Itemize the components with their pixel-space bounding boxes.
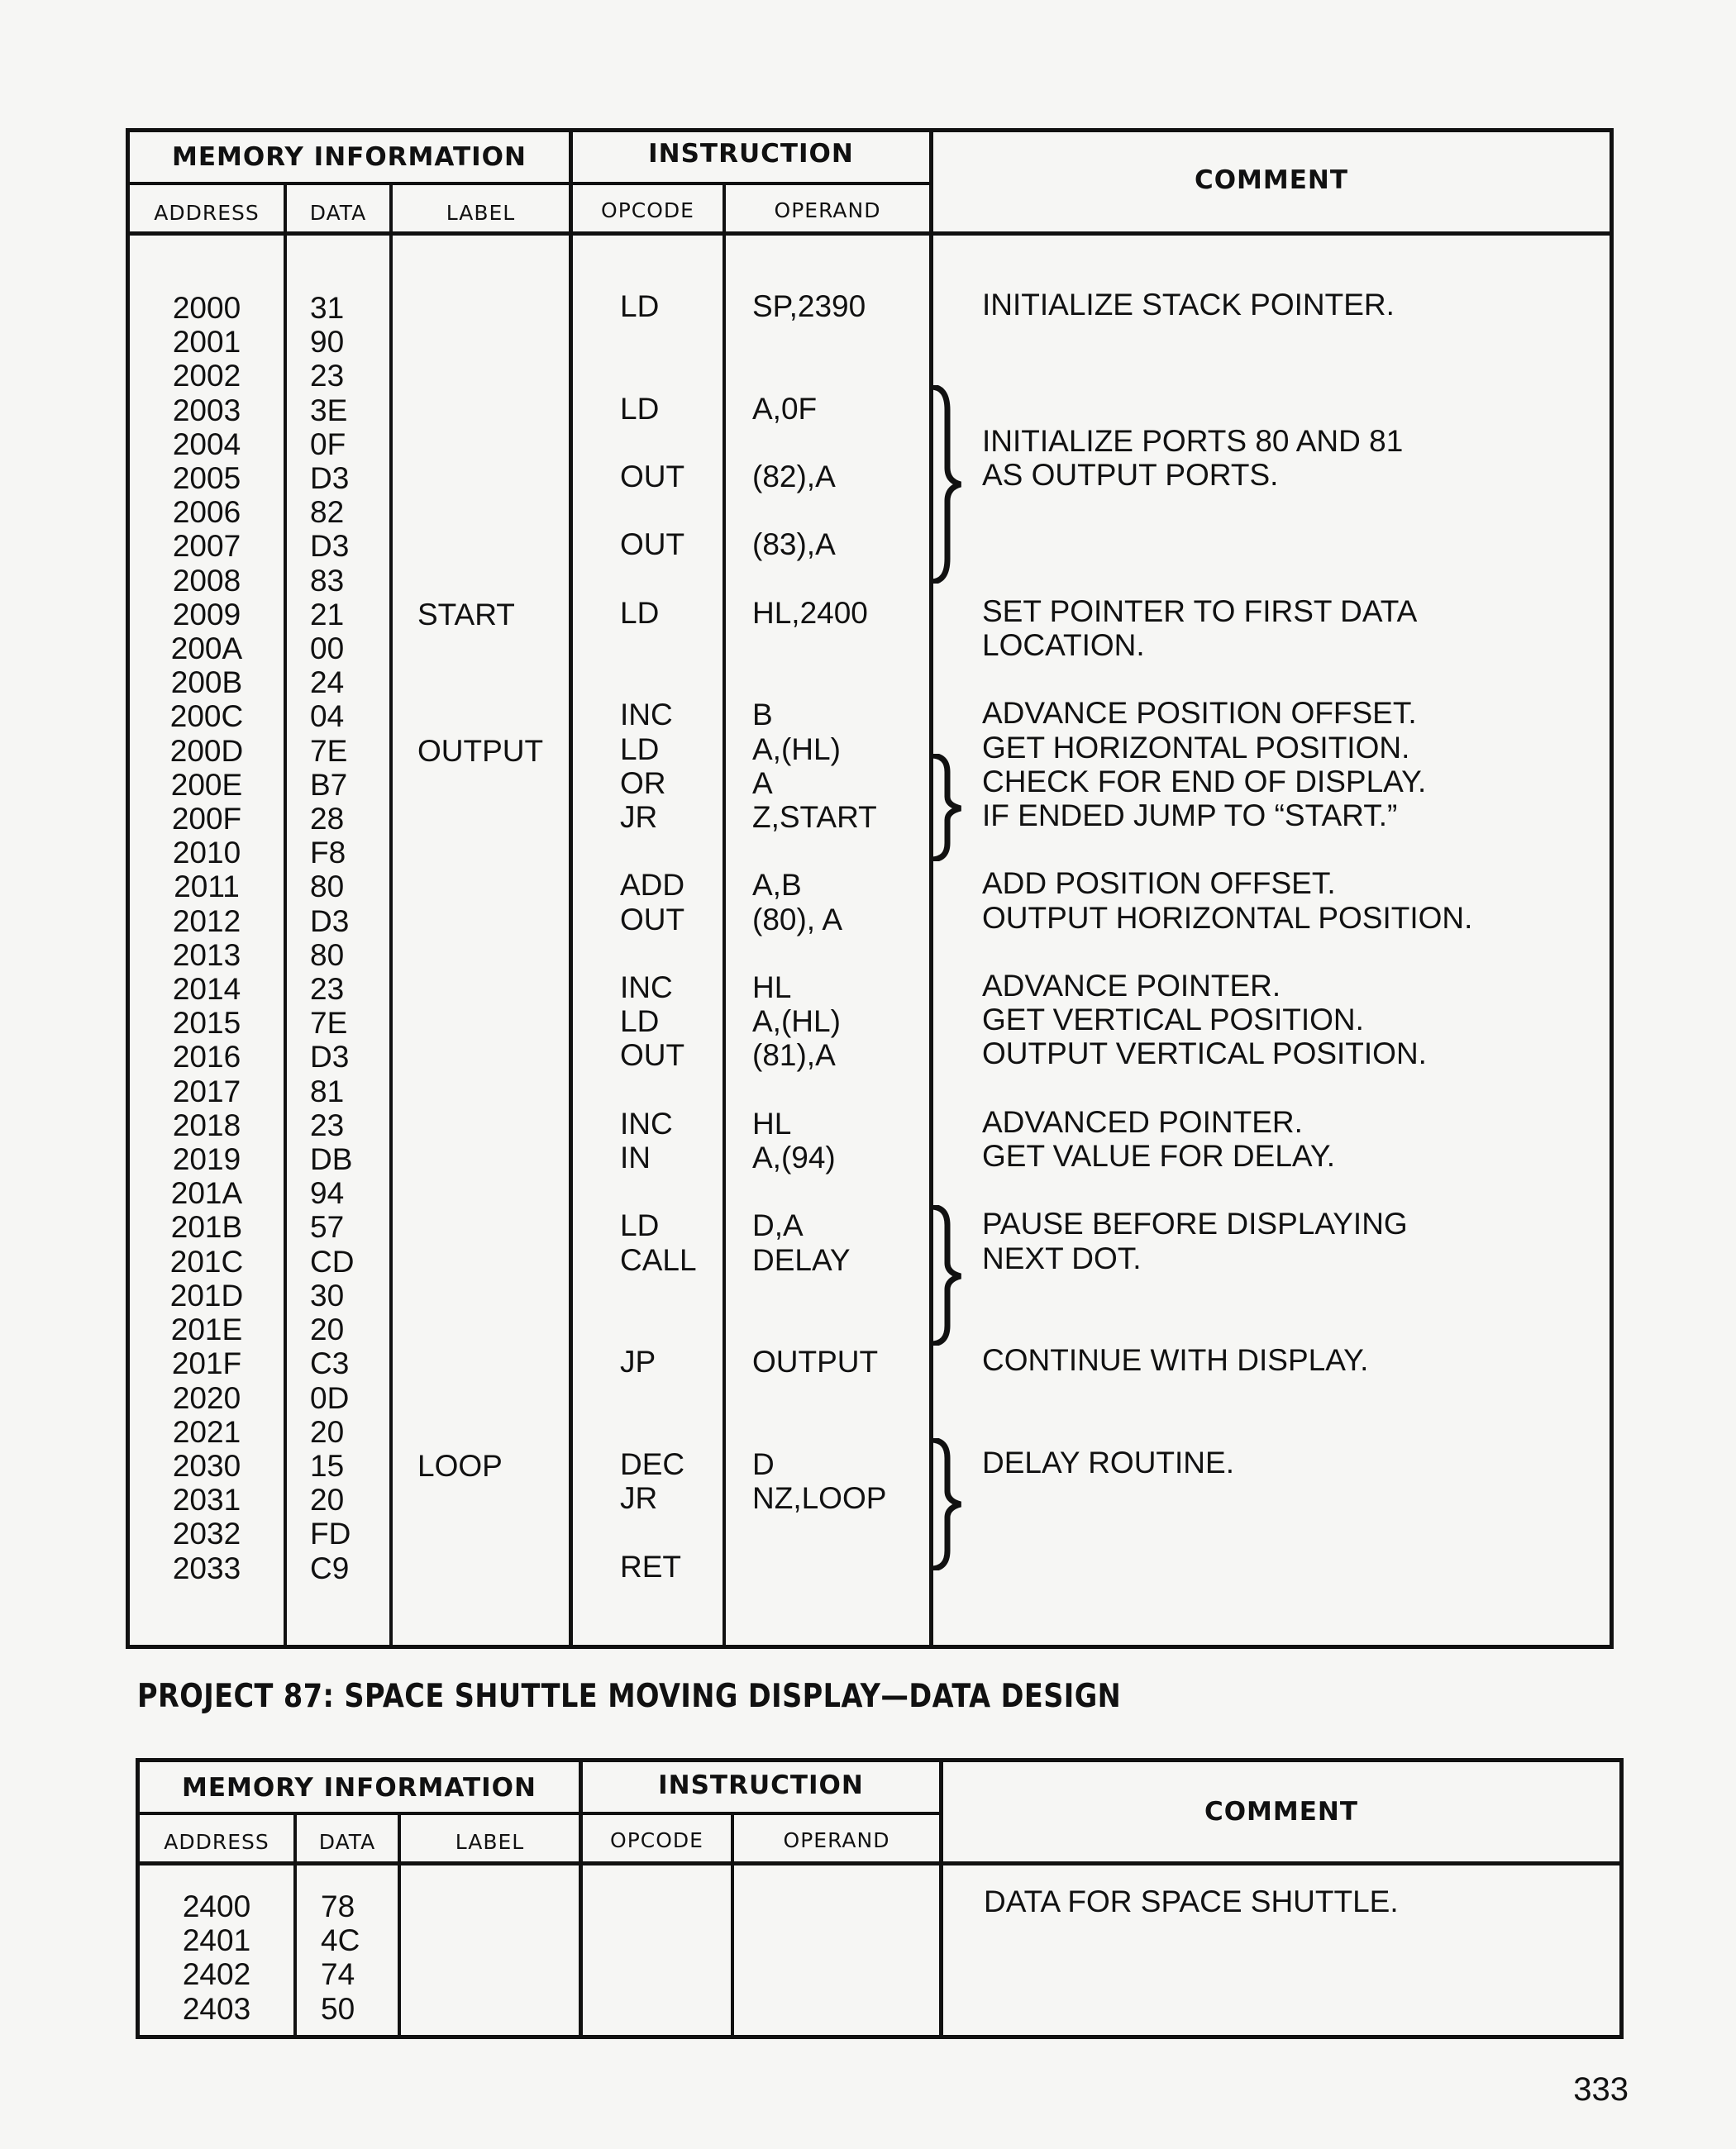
operand-cell: A,B [752, 868, 802, 903]
label-cell [417, 325, 569, 359]
operand-cell [752, 1550, 929, 1584]
operand-cell [752, 1277, 929, 1311]
opcode-cell: OUT [620, 527, 685, 562]
operand-cell: (83),A [752, 527, 836, 562]
opcode-cell [620, 1379, 723, 1413]
dt-memory-information-header: MEMORY INFORMATION [182, 1773, 537, 1803]
comment-cell [982, 560, 1610, 594]
address-cell: 200D [169, 733, 244, 768]
opcode-cell [620, 1277, 723, 1311]
data-cell: 3E [310, 393, 348, 427]
label-cell [417, 699, 569, 733]
comment-cell [982, 355, 1610, 389]
comment-cell [982, 1480, 1610, 1513]
operand-cell: OUTPUT [752, 1345, 879, 1379]
data-cell: 28 [310, 802, 345, 836]
data-cell: B7 [310, 767, 348, 802]
opcode-cell [620, 834, 723, 868]
memory-information-header: MEMORY INFORMATION [172, 142, 527, 172]
instruction-header: INSTRUCTION [648, 139, 854, 169]
address-cell: 201C [169, 1244, 244, 1279]
data-cell: 20 [310, 1414, 345, 1449]
operand-cell: A,(HL) [752, 731, 841, 766]
operand-cell [752, 1311, 929, 1345]
data-cell: 21 [310, 597, 345, 631]
data-cell: 04 [310, 699, 345, 734]
label-cell [417, 359, 569, 393]
label-cell [417, 1245, 569, 1279]
operand-cell [752, 562, 929, 596]
operand-cell [752, 1073, 929, 1107]
comment-cell: INITIALIZE PORTS 80 AND 81 [982, 423, 1404, 458]
address-cell: 2033 [172, 1551, 241, 1585]
operand-cell: HL [752, 1106, 792, 1141]
address-cell: 2008 [172, 563, 241, 598]
data-cell: 7E [310, 733, 348, 768]
address-cell: 2017 [172, 1074, 241, 1108]
operand-cell: A,0F [752, 391, 818, 426]
address-cell: 2012 [172, 903, 241, 938]
comment-cell [982, 662, 1610, 696]
data-cell: 80 [310, 937, 345, 972]
opcode-cell [620, 323, 723, 357]
comment-cell [982, 1378, 1610, 1412]
data-cell: 4C [321, 1923, 360, 1958]
data-label-divider [389, 183, 393, 1646]
dt-operand-header: OPERAND [783, 1828, 890, 1852]
opcode-cell: INC [620, 698, 673, 732]
address-cell: 2003 [172, 393, 241, 427]
address-cell: 2030 [172, 1448, 241, 1483]
data-cell: CD [310, 1244, 355, 1279]
data-cell: 90 [310, 325, 345, 360]
operand-cell: D,A [752, 1208, 804, 1243]
opcode-header: OPCODE [601, 198, 694, 222]
opcode-cell [620, 562, 723, 596]
comment-cell: GET VALUE FOR DELAY. [982, 1139, 1336, 1174]
label-cell [417, 564, 569, 598]
opcode-cell [620, 936, 723, 970]
data-cell: 30 [310, 1278, 345, 1313]
data-cell: FD [310, 1517, 351, 1551]
address-cell: 201A [170, 1176, 243, 1211]
opcode-cell [620, 664, 723, 698]
operand-cell: HL [752, 970, 792, 1005]
brace-delay-group [926, 1438, 967, 1570]
opcode-cell: OUT [620, 460, 685, 494]
label-column [417, 291, 569, 1585]
operand-cell [752, 357, 929, 391]
opcode-cell: JR [620, 800, 658, 835]
opcode-column [620, 289, 723, 1584]
address-cell: 2009 [172, 597, 241, 631]
label-cell [417, 1517, 569, 1551]
address-cell: 2007 [172, 529, 241, 564]
label-cell [417, 393, 569, 427]
header-divider [126, 182, 932, 185]
address-cell: 200E [170, 767, 243, 802]
operand-cell [752, 1413, 929, 1447]
comment-cell [982, 1071, 1610, 1105]
label-cell [417, 1483, 569, 1517]
address-cell: 200C [169, 699, 244, 734]
label-cell [417, 291, 569, 325]
comment-cell: IF ENDED JUMP TO “START.” [982, 798, 1398, 833]
dt-instruction-header: INSTRUCTION [658, 1770, 864, 1800]
operand-cell: (80), A [752, 902, 842, 936]
comment-cell: ADD POSITION OFFSET. [982, 866, 1336, 901]
comment-cell [984, 1918, 1612, 1952]
operand-cell: DELAY [752, 1242, 851, 1277]
data-cell: 81 [310, 1074, 345, 1108]
address-cell: 2002 [172, 359, 241, 393]
operand-cell: B [752, 698, 773, 732]
address-cell: 201E [170, 1313, 243, 1347]
opcode-cell: OUT [620, 1038, 685, 1073]
comment-cell [982, 1548, 1610, 1582]
address-cell: 200B [170, 665, 243, 700]
label-cell [417, 1142, 569, 1176]
data-cell: 31 [310, 291, 345, 325]
dt-label-header: LABEL [455, 1830, 525, 1854]
address-cell: 2019 [172, 1142, 241, 1177]
operand-cell: A,(94) [752, 1141, 836, 1175]
comment-cell: DATA FOR SPACE SHUTTLE. [984, 1885, 1399, 1918]
comment-cell [984, 1987, 1612, 2021]
label-cell [417, 631, 569, 665]
figure-caption: PROJECT 87: SPACE SHUTTLE MOVING DISPLAY—DATA DESIGN [137, 1678, 1122, 1715]
comment-cell: GET HORIZONTAL POSITION. [982, 730, 1410, 765]
operand-cell [752, 664, 929, 698]
address-cell: 200F [171, 802, 242, 836]
opcode-cell [620, 493, 723, 527]
comment-cell [982, 526, 1610, 560]
data-column [310, 291, 389, 1585]
comment-cell [982, 390, 1610, 424]
comment-cell: SET POINTER TO FIRST DATA [982, 593, 1418, 628]
brace-end-check-group [926, 754, 967, 861]
opcode-cell: LD [620, 1208, 660, 1243]
opcode-cell [620, 426, 723, 460]
opcode-cell: CALL [620, 1242, 697, 1277]
data-cell: D3 [310, 529, 350, 564]
label-cell [417, 1313, 569, 1346]
dt-address-column [140, 1889, 293, 2026]
opcode-cell: OUT [620, 902, 685, 936]
address-cell: 200A [170, 631, 243, 666]
opcode-cell: INC [620, 1106, 673, 1141]
label-cell [417, 1074, 569, 1108]
label-cell [417, 1210, 569, 1244]
data-header: DATA [309, 201, 367, 225]
comment-cell: OUTPUT HORIZONTAL POSITION. [982, 900, 1473, 935]
address-cell: 2006 [172, 495, 241, 530]
address-column [130, 291, 284, 1585]
dt-data-header: DATA [318, 1830, 376, 1854]
comment-cell: DELAY ROUTINE. [982, 1445, 1234, 1480]
opcode-cell [620, 357, 723, 391]
operand-cell [752, 936, 929, 970]
comment-cell [982, 832, 1610, 866]
label-cell [417, 1279, 569, 1313]
dt-address-header: ADDRESS [164, 1830, 269, 1854]
data-cell: 00 [310, 631, 345, 666]
opcode-cell: INC [620, 970, 673, 1005]
address-cell: 2014 [172, 972, 241, 1007]
data-cell: 82 [310, 495, 345, 530]
data-cell: 23 [310, 972, 345, 1007]
data-cell: C9 [310, 1551, 350, 1585]
address-cell: 2400 [182, 1889, 251, 1923]
label-header: LABEL [446, 201, 516, 225]
data-cell: D3 [310, 461, 350, 496]
label-cell [417, 938, 569, 972]
data-cell: 23 [310, 1108, 345, 1142]
opcode-cell: LD [620, 595, 660, 630]
address-cell: 2031 [172, 1483, 241, 1518]
comment-cell: CONTINUE WITH DISPLAY. [982, 1343, 1369, 1378]
data-cell: D3 [310, 903, 350, 938]
address-cell: 201D [169, 1278, 244, 1313]
opcode-cell [620, 1311, 723, 1345]
label-cell [417, 1108, 569, 1142]
operand-cell: SP,2390 [752, 289, 866, 323]
label-cell [417, 461, 569, 495]
address-cell: 2401 [182, 1923, 251, 1958]
opcode-cell: LD [620, 731, 660, 766]
operand-cell: A,(HL) [752, 1004, 841, 1039]
label-cell: LOOP [417, 1448, 503, 1483]
comment-column-divider [929, 128, 933, 1649]
address-data-divider [284, 183, 287, 1646]
dt-data-column [321, 1889, 398, 2026]
opcode-cell: RET [620, 1549, 681, 1584]
data-cell: 23 [310, 359, 345, 393]
label-cell [417, 870, 569, 903]
data-cell: DB [310, 1142, 353, 1177]
comment-cell: PAUSE BEFORE DISPLAYING [982, 1207, 1408, 1241]
comment-cell: OUTPUT VERTICAL POSITION. [982, 1036, 1427, 1071]
operand-cell [752, 630, 929, 664]
comment-cell [982, 1173, 1610, 1207]
operand-column [752, 289, 929, 1584]
comment-cell [982, 492, 1610, 526]
dt-comment-header: COMMENT [1204, 1797, 1359, 1827]
opcode-operand-divider [723, 183, 726, 1646]
label-cell [417, 1176, 569, 1210]
comment-cell: LOCATION. [982, 628, 1145, 663]
dt-header-bottom-line [136, 1861, 1624, 1865]
dt-comment-column [984, 1885, 1612, 2021]
address-cell: 2000 [172, 291, 241, 325]
label-cell [417, 768, 569, 802]
comment-cell: ADVANCE POSITION OFFSET. [982, 696, 1417, 731]
data-cell: 0F [310, 426, 346, 461]
address-cell: 2402 [182, 1957, 251, 1992]
data-cell: 20 [310, 1313, 345, 1347]
label-cell [417, 529, 569, 563]
label-cell [417, 495, 569, 529]
opcode-cell: LD [620, 391, 660, 426]
comment-column [982, 288, 1610, 1582]
comment-cell: CHECK FOR END OF DISPLAY. [982, 764, 1427, 798]
opcode-cell [620, 630, 723, 664]
data-cell: 15 [310, 1448, 345, 1483]
dt-group-divider [579, 1758, 583, 2039]
comment-header: COMMENT [1194, 165, 1349, 195]
data-cell: 57 [310, 1210, 345, 1245]
address-cell: 2020 [172, 1380, 241, 1415]
comment-cell: AS OUTPUT PORTS. [982, 458, 1279, 493]
address-cell: 2403 [182, 1991, 251, 2026]
label-cell [417, 665, 569, 699]
opcode-cell: LD [620, 289, 660, 323]
label-cell: OUTPUT [417, 733, 544, 768]
address-cell: 2032 [172, 1517, 241, 1551]
data-cell: 50 [321, 1991, 355, 2026]
operand-cell: A [752, 765, 773, 800]
data-cell: 94 [310, 1176, 345, 1211]
operand-cell [752, 493, 929, 527]
data-cell: 78 [321, 1889, 355, 1923]
brace-pause-group [926, 1205, 967, 1346]
opcode-cell: LD [620, 1004, 660, 1039]
operand-cell: HL,2400 [752, 595, 868, 630]
data-cell: 24 [310, 665, 345, 700]
label-cell [417, 427, 569, 461]
comment-cell [982, 322, 1610, 355]
address-cell: 2005 [172, 461, 241, 496]
page-number: 333 [1573, 2071, 1629, 2108]
opcode-cell: IN [620, 1141, 651, 1175]
operand-cell [752, 1379, 929, 1413]
label-cell [417, 1346, 569, 1380]
label-cell [417, 802, 569, 836]
address-header: ADDRESS [154, 201, 260, 225]
data-cell: 74 [321, 1957, 355, 1992]
data-cell: 7E [310, 1006, 348, 1041]
operand-cell [752, 1515, 929, 1549]
address-cell: 201F [171, 1346, 242, 1381]
address-cell: 2018 [172, 1108, 241, 1142]
opcode-cell [620, 1073, 723, 1107]
operand-cell: (82),A [752, 460, 836, 494]
comment-cell: ADVANCE POINTER. [982, 969, 1281, 1003]
operand-cell [752, 834, 929, 868]
comment-cell [982, 1412, 1610, 1446]
label-cell [417, 836, 569, 870]
label-cell [417, 1040, 569, 1074]
comment-cell: INITIALIZE STACK POINTER. [982, 288, 1395, 322]
data-cell: 20 [310, 1483, 345, 1518]
opcode-cell: JR [620, 1481, 658, 1516]
label-cell [417, 1381, 569, 1415]
data-cell: 83 [310, 563, 345, 598]
address-cell: 2001 [172, 325, 241, 360]
operand-cell [752, 426, 929, 460]
operand-header: OPERAND [774, 198, 881, 222]
address-cell: 2013 [172, 937, 241, 972]
comment-cell [982, 1513, 1610, 1547]
comment-cell: NEXT DOT. [982, 1241, 1142, 1275]
comment-cell [982, 1275, 1610, 1309]
brace-ports-group [926, 385, 967, 584]
label-cell: START [417, 597, 515, 631]
operand-cell [752, 1175, 929, 1208]
label-opcode-divider [569, 183, 573, 1646]
label-cell [417, 1551, 569, 1585]
comment-cell [982, 1309, 1610, 1343]
dt-opcode-header: OPCODE [610, 1828, 703, 1852]
header-bottom-line [126, 231, 1614, 236]
operand-cell: D [752, 1446, 775, 1481]
label-cell [417, 1006, 569, 1040]
opcode-cell [620, 1515, 723, 1549]
address-cell: 2004 [172, 426, 241, 461]
comment-cell [984, 1952, 1612, 1986]
opcode-cell: DEC [620, 1446, 685, 1481]
comment-cell: GET VERTICAL POSITION. [982, 1003, 1364, 1037]
data-cell: 80 [310, 870, 345, 904]
address-cell: 2016 [172, 1040, 241, 1074]
address-cell: 2010 [172, 836, 241, 870]
opcode-cell: OR [620, 765, 666, 800]
operand-cell: Z,START [752, 800, 877, 835]
address-cell: 2011 [174, 870, 240, 904]
opcode-cell: JP [620, 1345, 656, 1379]
operand-cell: NZ,LOOP [752, 1481, 887, 1516]
operand-cell: (81),A [752, 1038, 836, 1073]
label-cell [417, 904, 569, 938]
opcode-cell [620, 1413, 723, 1447]
address-cell: 2021 [172, 1414, 241, 1449]
opcode-cell [620, 1175, 723, 1208]
dt-header-divider [136, 1812, 942, 1815]
opcode-cell: ADD [620, 868, 685, 903]
data-cell: C3 [310, 1346, 350, 1381]
data-cell: 0D [310, 1380, 350, 1415]
label-cell [417, 1415, 569, 1449]
comment-cell [982, 935, 1610, 969]
address-cell: 2015 [172, 1006, 241, 1041]
operand-cell [752, 323, 929, 357]
label-cell [417, 972, 569, 1006]
data-cell: D3 [310, 1040, 350, 1074]
comment-cell: ADVANCED POINTER. [982, 1104, 1303, 1139]
address-cell: 201B [170, 1210, 243, 1245]
data-cell: F8 [310, 836, 346, 870]
